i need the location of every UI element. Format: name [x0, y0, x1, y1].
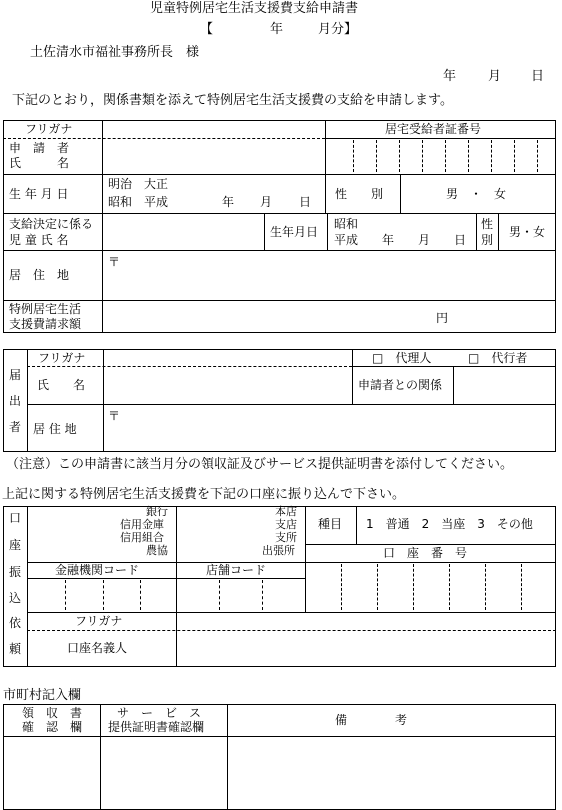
receipt-check-field[interactable] — [5, 738, 99, 808]
transfer-vertical-3: 振 — [9, 565, 22, 579]
branch-type-1[interactable]: 本店 — [275, 505, 297, 518]
amount-label-2: 支援費請求額 — [9, 317, 82, 331]
receipt-label-2: 確 認 欄 — [22, 720, 83, 734]
child-dob-label: 生年月日 — [270, 225, 319, 239]
child-era-1: 昭和 — [334, 217, 359, 231]
service-label-1: サ ー ビ ス — [117, 706, 202, 720]
cert-number-field[interactable] — [327, 140, 555, 173]
account-type-options[interactable]: 1 普通 2 当座 3 その他 — [366, 517, 533, 531]
applicant-postal-mark: 〒 — [108, 255, 121, 269]
notifier-name-field[interactable] — [105, 368, 351, 403]
period-open: 【 — [200, 22, 214, 37]
applicant-address-label: 居 住 地 — [9, 268, 70, 282]
child-sex-label-2: 別 — [481, 233, 494, 247]
account-number-label: 口 座 番 号 — [383, 546, 468, 560]
applicant-name-label-2: 氏 名 — [9, 156, 70, 170]
child-sex-options[interactable]: 男・女 — [509, 225, 546, 239]
relation-label: 申請者との関係 — [358, 378, 443, 392]
applicant-dob-label: 生 年 月 日 — [9, 187, 69, 201]
period-month-label: 月分】 — [318, 22, 358, 37]
form-title: 児童特例居宅生活支援費支給申請書 — [150, 1, 359, 16]
applicant-sex-label: 性 別 — [335, 187, 384, 201]
amount-field[interactable] — [104, 302, 434, 332]
notifier-furigana-field[interactable] — [105, 350, 351, 365]
bank-code-field[interactable] — [29, 580, 175, 611]
remarks-field[interactable] — [229, 738, 555, 808]
period-year-label: 年 — [270, 22, 284, 37]
period-year-field[interactable] — [218, 19, 266, 37]
holder-furigana-label: フリガナ — [75, 614, 123, 628]
attachment-note: （注意）この申請書に該当月分の領収証及びサービス提供証明書を添付してください。 — [6, 457, 514, 472]
transfer-vertical-5: 依 — [9, 616, 22, 630]
transfer-vertical-2: 座 — [9, 538, 22, 552]
child-name-field[interactable] — [104, 215, 263, 249]
account-type-label: 種目 — [318, 517, 343, 531]
remarks-label: 備 考 — [335, 713, 408, 727]
transfer-vertical-1: 口 — [9, 511, 22, 525]
transfer-vertical-4: 込 — [9, 591, 22, 605]
child-name-label-2: 児 童 氏 名 — [9, 233, 69, 247]
child-sex-label-1: 性 — [481, 217, 494, 231]
bank-code-label: 金融機関コード — [55, 563, 140, 577]
account-number-field[interactable] — [307, 564, 555, 611]
applicant-furigana-label: フリガナ — [25, 122, 73, 136]
applicant-era-1: 明治 大正 — [108, 177, 169, 191]
agent-option[interactable]: □ 代理人 — [372, 351, 432, 365]
branch-code-field[interactable] — [178, 580, 304, 611]
notifier-vertical-1: 届 — [9, 368, 22, 382]
applicant-dob-month: 月 — [260, 195, 273, 209]
notifier-postal-mark: 〒 — [108, 409, 121, 423]
intro-text: 下記のとおり，関係書類を添えて特例居宅生活支援費の支給を申請します。 — [12, 93, 453, 108]
child-dob-field[interactable] — [329, 215, 475, 249]
child-era-2: 平成 年 月 日 — [334, 233, 467, 247]
bank-type-3[interactable]: 信用組合 — [120, 531, 164, 544]
amount-label-1: 特例居宅生活 — [9, 302, 82, 316]
child-name-label-1: 支給決定に係る — [9, 217, 94, 231]
notifier-furigana-label: フリガナ — [38, 351, 86, 365]
date-day-label: 日 — [531, 69, 545, 84]
service-label-2: 提供証明書確認欄 — [108, 720, 205, 734]
applicant-dob-year: 年 — [222, 195, 235, 209]
municipal-heading: 市町村記入欄 — [3, 688, 82, 703]
transfer-heading: 上記に関する特例居宅生活支援費を下記の口座に振り込んで下さい。 — [2, 487, 406, 502]
applicant-dob-day: 日 — [299, 195, 312, 209]
branch-type-4[interactable]: 出張所 — [262, 544, 295, 557]
applicant-sex-options[interactable]: 男 ・ 女 — [446, 187, 507, 201]
notifier-vertical-2: 出 — [9, 394, 22, 408]
holder-furigana-field[interactable] — [178, 614, 555, 629]
period-month-field[interactable] — [288, 19, 316, 37]
proxy-option[interactable]: □ 代行者 — [468, 351, 528, 365]
branch-type-3[interactable]: 支所 — [275, 531, 297, 544]
receipt-label-1: 領 収 書 — [22, 706, 83, 720]
applicant-address-field[interactable] — [104, 252, 555, 299]
notifier-address-field[interactable] — [105, 406, 555, 451]
applicant-era-2: 昭和 平成 — [108, 195, 169, 209]
service-check-field[interactable] — [102, 738, 226, 808]
notifier-address-label: 居 住 地 — [33, 422, 77, 436]
bank-type-1[interactable]: 銀行 — [146, 505, 168, 518]
notifier-vertical-3: 者 — [9, 420, 22, 434]
bank-type-2[interactable]: 信用金庫 — [120, 518, 164, 531]
applicant-furigana-field[interactable] — [104, 121, 324, 137]
notifier-name-label: 氏 名 — [37, 378, 86, 392]
holder-name-field[interactable] — [178, 632, 555, 666]
applicant-dob-field[interactable] — [104, 176, 324, 212]
cert-number-label: 居宅受給者証番号 — [385, 122, 482, 136]
branch-name-field[interactable] — [178, 508, 268, 561]
transfer-vertical-6: 頼 — [9, 642, 22, 656]
applicant-name-label-1: 申 請 者 — [9, 141, 70, 155]
branch-type-2[interactable]: 支店 — [275, 518, 297, 531]
holder-name-label: 口座名義人 — [67, 641, 128, 655]
relation-field[interactable] — [455, 368, 555, 403]
date-year-label: 年 — [443, 69, 457, 84]
date-month-label: 月 — [488, 69, 502, 84]
amount-unit: 円 — [436, 311, 449, 325]
applicant-name-field[interactable] — [104, 140, 324, 173]
addressee: 土佐清水市福祉事務所長 様 — [30, 45, 200, 60]
branch-code-label: 店舗コード — [206, 563, 267, 577]
bank-type-4[interactable]: 農協 — [146, 544, 168, 557]
